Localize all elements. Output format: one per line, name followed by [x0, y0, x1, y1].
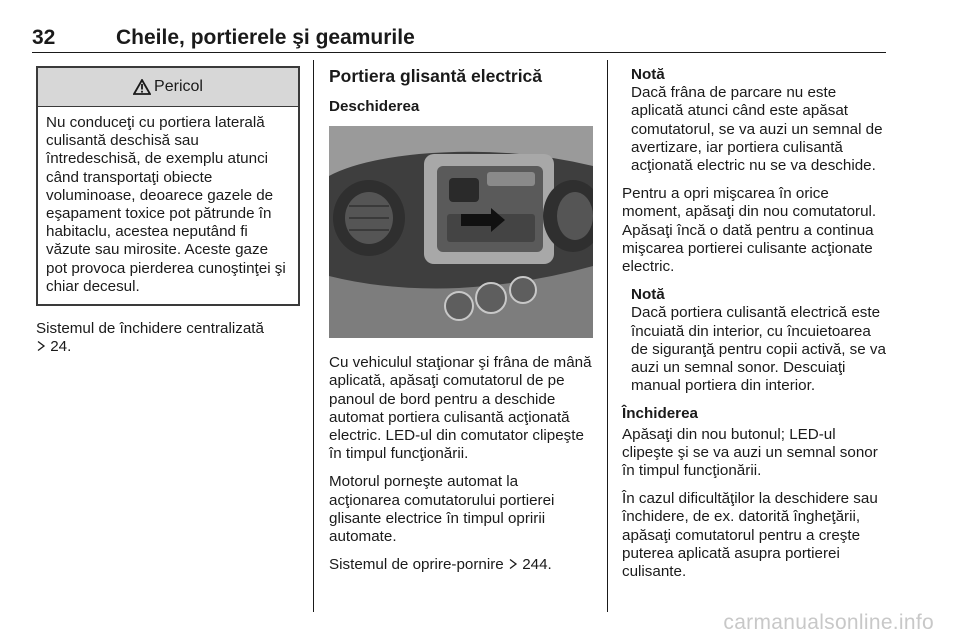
page-reference-arrow-icon — [36, 340, 46, 352]
reference-page: 244. — [522, 556, 552, 574]
section-title: Portiera glisantă electrică — [329, 66, 543, 86]
column-middle — [329, 66, 593, 584]
reference-text: Sistemul de oprire-pornire — [329, 556, 504, 574]
column-right — [622, 66, 888, 591]
note-title: Notă — [631, 286, 665, 304]
warning-triangle-icon — [133, 79, 151, 95]
reference-text: Sistemul de închidere centralizată — [36, 320, 264, 338]
paragraph-closing: Apăsaţi din nou butonul; LED-ul clipeşte şi se va auzi un semnal sonor în timpul funcţionării. — [622, 425, 878, 480]
note-text: Dacă portiera culisantă electrică este încuiată din interior, cu încuietoarea de siguranţă pentru copii activă, se va auzi un semnal sonor. Descuiaţi manual portiera din interior. — [631, 304, 886, 395]
column-divider — [607, 60, 608, 612]
note-title: Notă — [631, 66, 665, 83]
paragraph-opening: Cu vehiculul staţionar şi frâna de mână aplicată, apăsaţi comutatorul de pe panoul de bord pentru a deschide automat portiera culisantă acţionată electric. LED-ul din comutator clipeşte în timpul funcţionării. — [329, 354, 592, 463]
chapter-title: Cheile, portierele şi geamurile — [116, 26, 415, 49]
page-header — [32, 24, 886, 53]
danger-header — [38, 68, 298, 107]
column-left — [36, 66, 300, 366]
dashboard-switch-photo — [329, 126, 593, 338]
note-text: Dacă frâna de parcare nu este aplicată atunci când este apăsat comutatorul, se va auzi un semnal de avertizare, iar portiera culisantă acţionată electric nu se va deschide. — [631, 84, 883, 175]
dashboard-illustration — [329, 126, 593, 338]
note-parking-brake — [622, 66, 888, 175]
paragraph-stop-movement: Pentru a opri mişcarea în orice moment, apăsaţi din nou comutatorul. Apăsaţi încă o dată pentru a continua mişcarea portierei culisante acţionate electric. — [622, 185, 877, 276]
page-number: 32 — [32, 26, 56, 49]
column-divider — [313, 60, 314, 612]
danger-text: Nu conduceţi cu portiera laterală culisantă deschisă sau întredeschisă, de exemplu atunci când transportaţi obiecte voluminoase, deoarece gazele de eşapament toxice pot pătrunde în habitaclu, acestea neputând fi văzute sau mirosite. Aceste gaze pot provoca pierderea cunoştinţei şi chiar decesul. — [46, 114, 286, 295]
subhead-closing: Închiderea — [622, 405, 698, 423]
reference-page: 24. — [50, 338, 72, 356]
paragraph-difficulties: În cazul dificultăţilor la deschidere sau închidere, de ex. datorită îngheţării, apăsaţi comutatorul pentru a creşte puterea aplicată asupra portierei culisante. — [622, 490, 878, 581]
danger-box — [36, 66, 300, 306]
paragraph-engine: Motorul porneşte automat la acţionarea comutatorului portierei glisante electrice în timpul opririi automate. — [329, 473, 555, 546]
note-child-lock — [622, 286, 888, 395]
reference-central-locking[interactable] — [36, 320, 300, 356]
reference-stop-start[interactable] — [329, 556, 593, 574]
page-reference-arrow-icon — [508, 558, 518, 570]
watermark: carmanualsonline.info — [723, 611, 934, 634]
subhead-opening: Deschiderea — [329, 98, 420, 115]
danger-title: Pericol — [154, 77, 203, 95]
